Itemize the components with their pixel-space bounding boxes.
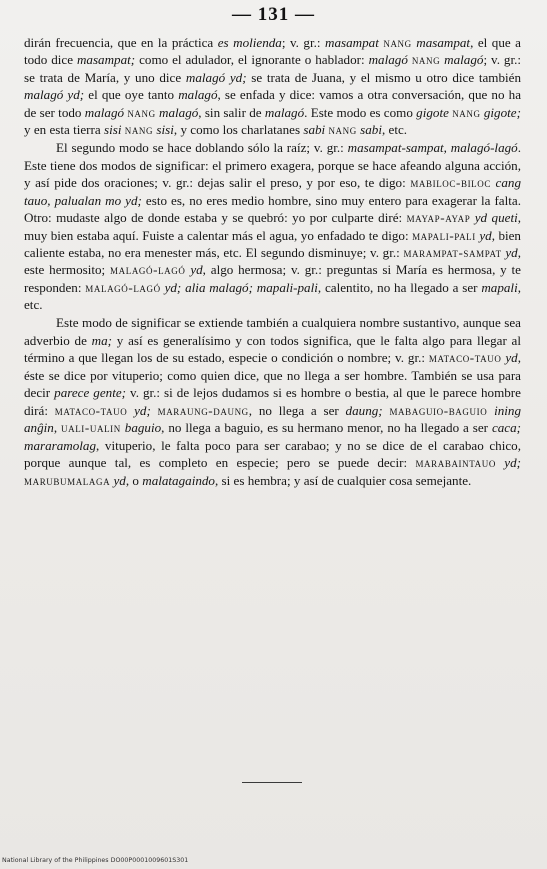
italic-term: gigote; [483, 104, 521, 120]
italic-term: sabi [360, 122, 382, 138]
text-run: el que oye tanto [84, 87, 179, 103]
smallcaps-term: marubumalaga [24, 472, 111, 488]
italic-term: malagó yd; [24, 87, 85, 103]
smallcaps-term: mataco-tauo [428, 350, 502, 366]
italic-term: parece gente; [54, 385, 127, 401]
italic-term: masampat; [76, 52, 136, 68]
page-number: — 131 — [232, 4, 315, 25]
text-run: , el que a todo dice [24, 35, 521, 68]
text-run: esto es, no eres medio hombre, sino muy entero para exagerar la falta. Otro: mudaste algo de donde estaba y se quebró: yo por culparte diré: [24, 192, 521, 226]
italic-term: yd [505, 350, 518, 366]
italic-term: ma; [91, 332, 113, 348]
text-run: . Este tiene dos modos de significar: el primero exagera, porque se hace afeando alguna acción, y así pide dos oraciones; v. gr.: dejas salir el preso, y por eso, te digo: [24, 140, 521, 191]
text-run: . Este modo es como [304, 104, 417, 120]
smallcaps-term: marabaintauo [415, 455, 496, 471]
text-run: , éste se dice por vituperio; como quien dice, que no llega a ser hombre. También se usa para decir [24, 350, 521, 401]
text-run: ; v. gr.: [281, 35, 326, 50]
italic-term: malagó [368, 52, 408, 68]
smallcaps-term: mayap-ayap [406, 210, 471, 226]
text-run: El segundo modo se hace doblando sólo la raíz; v. gr.: [56, 140, 348, 156]
scan-footer: National Library of the Philippines DO00P0001009601S301 [2, 857, 189, 864]
italic-term: yd queti [474, 210, 518, 226]
italic-term: malagó [159, 104, 199, 120]
italic-term: yd; [504, 455, 521, 471]
italic-term: yd [190, 262, 203, 278]
text-run: , sin salir de [198, 104, 265, 120]
italic-term: masampat [416, 35, 471, 50]
italic-term: yd [505, 245, 518, 261]
paragraph-1 [24, 34, 521, 139]
italic-term: sabi [303, 122, 326, 138]
smallcaps-term: nang [124, 122, 154, 138]
text-run: se trata de Juana, y el mismo u otro dice también [246, 69, 521, 85]
italic-term: ining anĝin [24, 402, 521, 436]
italic-term: malagó [84, 104, 125, 120]
text-run: , muy bien estaba aquí. Fuiste a calentar más el agua, yo enfadado te digo: [24, 210, 521, 243]
italic-term: es molienda [217, 35, 282, 50]
italic-term: malagó yd; [185, 69, 247, 85]
italic-term: malagó [444, 52, 484, 68]
text-run: , bien caliente estaba, no era menester más, etc. El segundo disminuye; v. gr.: [24, 227, 521, 261]
italic-term: mapali [481, 279, 518, 295]
italic-term: masampat [325, 35, 379, 50]
smallcaps-term: maraung-daung [157, 402, 249, 418]
smallcaps-term: nang [452, 104, 481, 120]
italic-term: yd [113, 472, 126, 488]
italic-term: gigote [416, 104, 449, 120]
text-run: y en esta tierra [24, 122, 104, 138]
smallcaps-term: mataco-tauo [54, 402, 128, 418]
italic-term: yd; alia malagó; mapali-pali [164, 279, 318, 295]
smallcaps-term: mabiloc-biloc [410, 175, 491, 191]
smallcaps-term: marampat-sampat [403, 245, 502, 261]
italic-term: malatagaindo [142, 472, 215, 488]
italic-term: masampat-sampat, malagó-lagó [347, 140, 518, 156]
smallcaps-term: malagó-lagó [85, 279, 161, 295]
text-run: ; v. gr.: se trata de María, y uno dice [24, 52, 521, 85]
text-run: dirán frecuencia, que en la práctica [24, 35, 218, 50]
paragraph-3 [24, 314, 521, 489]
page-body [24, 34, 521, 489]
text-run: , etc. [381, 122, 408, 138]
text-run: , o [125, 472, 143, 488]
italic-term: daung; [345, 402, 383, 418]
italic-term: caca; mararamolag [24, 420, 522, 453]
smallcaps-term: nang [411, 52, 441, 68]
text-run [151, 403, 158, 418]
italic-term: sisi [156, 122, 174, 138]
text-run: , vituperio, le falta poco para ser carabao; y no se dice de el carabao chico, porque aunque tal, es completo en especie; pero se puede decir: [24, 437, 521, 471]
text-run: , no llega a baguio, es su hermano menor, no ha llegado a ser [161, 420, 492, 436]
italic-term: malagó [264, 104, 305, 120]
text-run: Este modo de significar se extiende también a cualquiera nombre sustantivo, aunque sea adverbio de [24, 315, 521, 348]
section-divider [242, 782, 302, 783]
text-run: , [53, 420, 62, 436]
text-run: y así es generalísimo y con todos significa, que le falta algo para llegar al término a que llegan los de su estado, especie o condición o nombre; v. gr.: [24, 332, 521, 366]
smallcaps-term: mabaguio-baguio [389, 402, 488, 418]
text-run: v. gr.: si de lejos dudamos si es hombre o bestia, al que le parece hombre dirá: [24, 385, 521, 418]
text-run: , algo hermosa; v. gr.: preguntas si María es hermosa, y te responden: [24, 262, 521, 295]
smallcaps-term: mapali-pali [412, 227, 476, 243]
text-run: , etc. [24, 279, 521, 313]
italic-term: cang tauo, palualan mo yd; [24, 175, 521, 208]
text-run: , y como los charlatanes [173, 122, 304, 138]
smallcaps-term: nang [328, 122, 357, 138]
text-run: , si es hembra; y así de cualquier cosa semejante. [214, 472, 472, 488]
text-run: , calentito, no ha llegado a ser [317, 279, 482, 295]
text-run: , este hermosito; [24, 245, 521, 278]
smallcaps-term: nang [383, 35, 412, 50]
text-run: como el adulador, el ignorante o hablador: [135, 52, 369, 68]
italic-term: yd [479, 227, 492, 243]
smallcaps-term: uali-ualin [61, 420, 121, 436]
italic-term: yd; [134, 402, 151, 418]
text-run: , no llega a ser [248, 402, 346, 418]
smallcaps-term: nang [127, 104, 156, 120]
italic-term: malagó [178, 87, 218, 103]
italic-term: baguio [124, 420, 162, 436]
text-run: , se enfada y dice: vamos a otra conversación, que no ha de ser todo [24, 87, 522, 120]
paragraph-2 [24, 139, 521, 314]
italic-term: sisi [103, 122, 122, 138]
smallcaps-term: malagó-lagó [110, 262, 186, 278]
